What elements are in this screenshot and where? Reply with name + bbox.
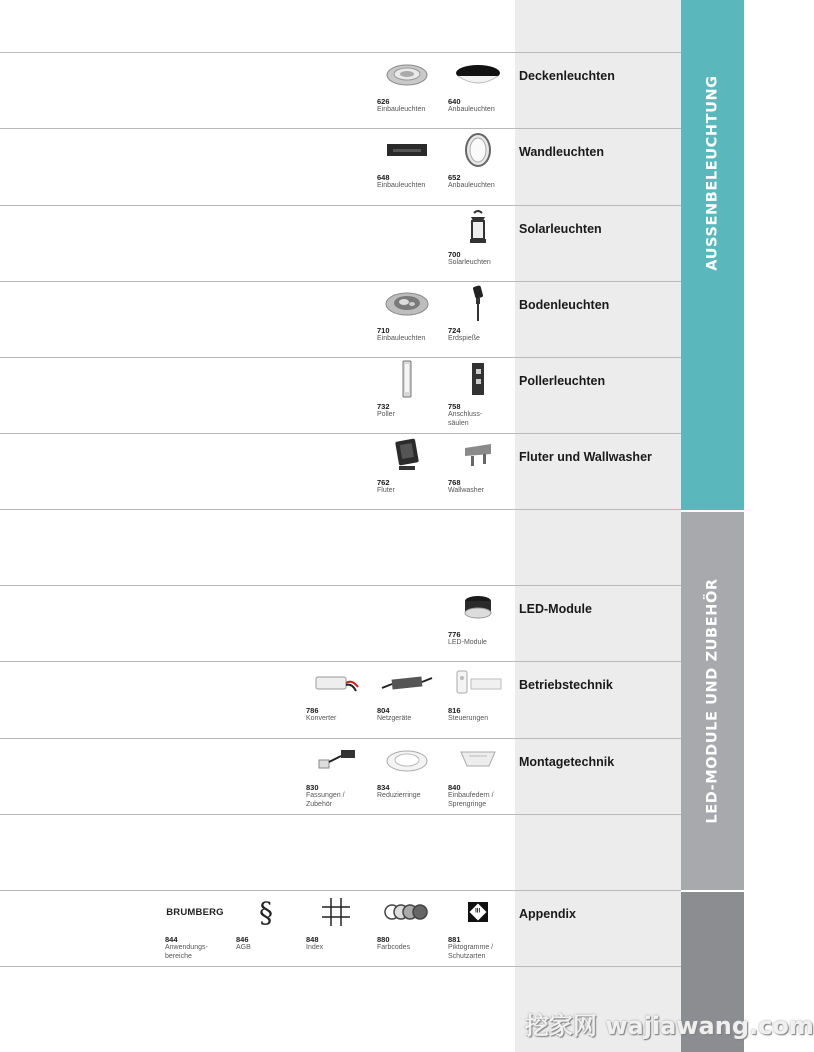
item-page-number: 626 <box>377 97 390 106</box>
catalog-item[interactable] <box>377 891 443 967</box>
floodlight-icon <box>379 437 435 473</box>
paragraph-icon <box>238 894 294 930</box>
category-title[interactable]: Deckenleuchten <box>519 69 615 83</box>
item-label: Reduzierringe <box>377 792 421 799</box>
power-supply-icon <box>379 665 435 701</box>
item-label: Erdspieße <box>448 335 480 342</box>
item-label: Anwendungs- bereiche <box>165 944 208 960</box>
catalog-item[interactable] <box>306 662 372 738</box>
catalog-item[interactable] <box>377 129 443 205</box>
item-page-number: 640 <box>448 97 461 106</box>
reducer-ring-icon <box>379 742 435 778</box>
section-tab-outdoor[interactable] <box>681 0 744 510</box>
item-page-number: 880 <box>377 935 390 944</box>
item-label: Netzgeräte <box>377 715 412 722</box>
category-row-appendix <box>0 891 681 967</box>
catalog-item[interactable] <box>448 282 514 358</box>
category-title[interactable]: Montagetechnik <box>519 755 615 769</box>
item-page-number: 830 <box>306 783 319 792</box>
color-codes-icon <box>379 894 435 930</box>
item-page-number: 840 <box>448 783 461 792</box>
item-label: Anschluss- säulen <box>448 411 483 427</box>
item-label: Farbcodes <box>377 944 411 951</box>
catalog-item[interactable] <box>377 662 443 738</box>
paragraph-glyph: § <box>259 895 273 929</box>
catalog-item[interactable] <box>448 739 514 815</box>
category-title[interactable]: Fluter und Wallwasher <box>519 450 652 464</box>
converter-icon <box>308 665 364 701</box>
category-title[interactable]: Wandleuchten <box>519 145 604 159</box>
catalog-item[interactable] <box>448 662 514 738</box>
category-row-wandleuchten <box>0 129 681 205</box>
brand-logo-text: BRUMBERG <box>166 906 224 918</box>
item-label: Index <box>306 944 324 951</box>
item-label: Anbauleuchten <box>448 106 495 113</box>
category-row-bodenleuchten <box>0 282 681 358</box>
mounting-spring-icon <box>450 742 506 778</box>
item-label: Poller <box>377 411 395 418</box>
item-label: Steuerungen <box>448 715 489 722</box>
catalog-item[interactable] <box>377 358 443 434</box>
category-title[interactable]: LED-Module <box>519 602 592 616</box>
item-label: Konverter <box>306 715 337 722</box>
catalog-item[interactable] <box>377 434 443 510</box>
item-page-number: 816 <box>448 706 461 715</box>
category-row-montagetechnik <box>0 739 681 815</box>
brumberg-logo <box>167 894 223 930</box>
recessed-downlight-icon <box>379 56 435 92</box>
catalog-item[interactable] <box>448 891 514 967</box>
item-page-number: 834 <box>377 783 390 792</box>
item-label: LED-Module <box>448 639 487 646</box>
item-page-number: 776 <box>448 630 461 639</box>
socket-icon <box>308 742 364 778</box>
item-page-number: 768 <box>448 478 461 487</box>
hash-grid-icon <box>308 894 364 930</box>
solar-lantern-icon <box>450 209 506 245</box>
category-row-fluter-wallwasher <box>0 434 681 510</box>
category-row-led-module <box>0 586 681 662</box>
item-page-number: 710 <box>377 326 390 335</box>
wallwasher-icon <box>450 437 506 473</box>
category-title[interactable]: Appendix <box>519 907 576 921</box>
category-row-deckenleuchten <box>0 53 681 129</box>
category-row-betriebstechnik <box>0 662 681 738</box>
catalog-item[interactable] <box>377 739 443 815</box>
catalog-item[interactable] <box>377 53 443 129</box>
wall-recessed-light-icon <box>379 132 435 168</box>
item-label: Einbauleuchten <box>377 335 426 342</box>
item-page-number: 804 <box>377 706 390 715</box>
catalog-item[interactable] <box>306 891 372 967</box>
item-page-number: 652 <box>448 173 461 182</box>
catalog-item[interactable] <box>448 206 514 282</box>
item-label: Einbauleuchten <box>377 106 426 113</box>
led-module-icon <box>450 589 506 625</box>
category-title[interactable]: Solarleuchten <box>519 222 602 236</box>
spike-spotlight-icon <box>450 285 506 321</box>
surface-ceiling-light-icon <box>450 56 506 92</box>
catalog-item[interactable] <box>306 739 372 815</box>
catalog-item[interactable] <box>448 586 514 662</box>
item-label: AGB <box>236 944 251 951</box>
category-title[interactable]: Betriebstechnik <box>519 678 613 692</box>
catalog-item[interactable] <box>165 891 231 967</box>
watermark: 挖家网 wajiawang.com <box>525 1012 814 1040</box>
item-page-number: 724 <box>448 326 461 335</box>
section-tab-label: AUSSENBELEUCHTUNG <box>704 74 721 271</box>
item-page-number: 786 <box>306 706 319 715</box>
connection-column-icon <box>450 361 506 397</box>
item-label: Einbaufedern / Sprengringe <box>448 792 494 808</box>
section-tab-led[interactable] <box>681 512 744 890</box>
item-page-number: 848 <box>306 935 319 944</box>
item-page-number: 700 <box>448 250 461 259</box>
ground-recessed-light-icon <box>379 285 435 321</box>
protection-class-glyph: III <box>475 908 481 915</box>
item-page-number: 846 <box>236 935 249 944</box>
item-page-number: 732 <box>377 402 390 411</box>
category-row-pollerleuchten <box>0 358 681 434</box>
controller-icon <box>450 665 506 701</box>
catalog-item[interactable] <box>448 434 514 510</box>
category-row-solarleuchten <box>0 206 681 282</box>
catalog-item[interactable] <box>377 282 443 358</box>
item-label: Fassungen / Zubehör <box>306 792 345 808</box>
item-page-number: 844 <box>165 935 178 944</box>
item-label: Solarleuchten <box>448 259 491 266</box>
catalog-item[interactable] <box>448 129 514 205</box>
pictogram-icon <box>450 894 506 930</box>
category-title[interactable]: Bodenleuchten <box>519 298 610 312</box>
bollard-icon <box>379 361 435 397</box>
catalog-item[interactable] <box>448 358 514 434</box>
section-tab-label: LED-MODULE UND ZUBEHÖR <box>704 578 721 824</box>
item-page-number: 881 <box>448 935 461 944</box>
oval-wall-light-icon <box>450 132 506 168</box>
catalog-item[interactable] <box>448 53 514 129</box>
item-page-number: 758 <box>448 402 461 411</box>
category-title[interactable]: Pollerleuchten <box>519 374 606 388</box>
item-label: Wallwasher <box>448 487 484 494</box>
item-label: Anbauleuchten <box>448 182 495 189</box>
item-label: Fluter <box>377 487 395 494</box>
item-page-number: 762 <box>377 478 390 487</box>
item-label: Piktogramme / Schutzarten <box>448 944 494 960</box>
item-label: Einbauleuchten <box>377 182 426 189</box>
item-page-number: 648 <box>377 173 390 182</box>
catalog-item[interactable] <box>236 891 302 967</box>
